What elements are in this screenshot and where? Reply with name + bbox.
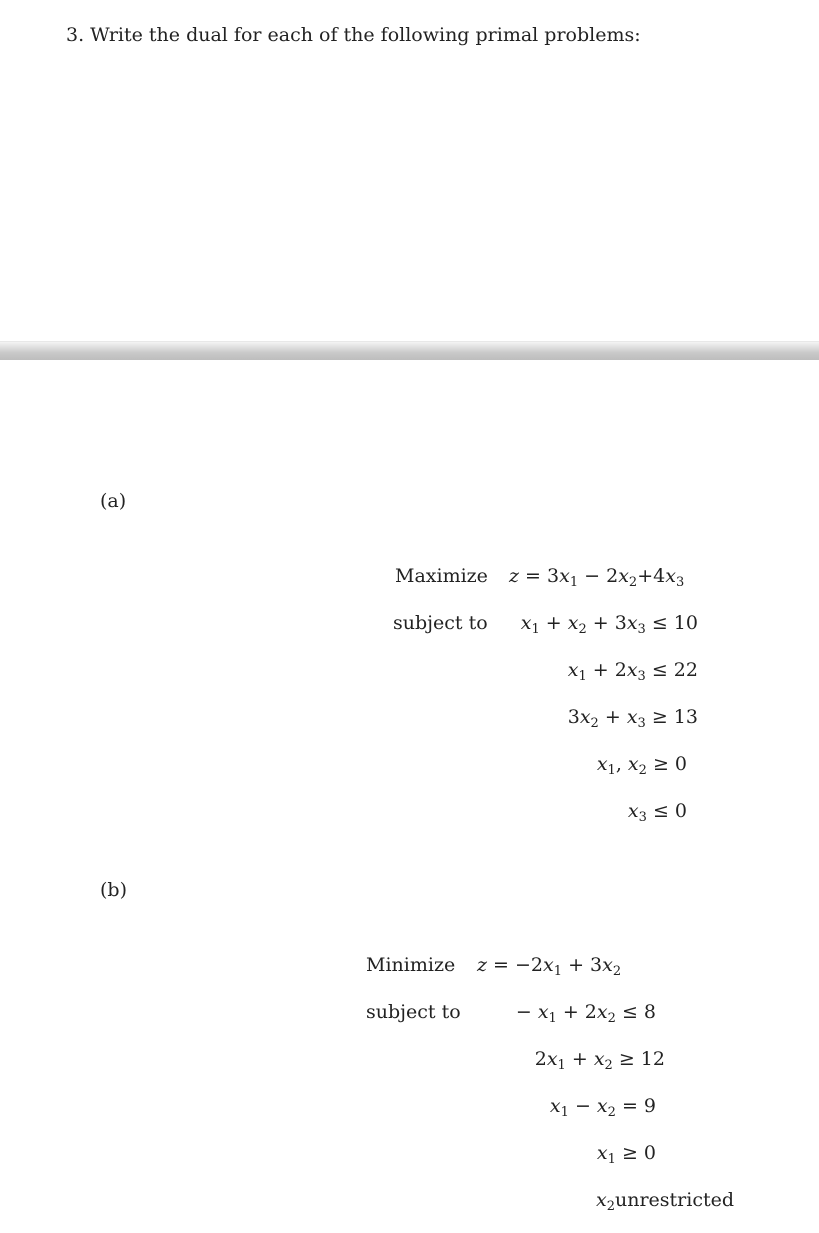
part-a-constraint-1: $x_1 + x_2 + 3x_3 \le 10$ — [520, 612, 698, 637]
problem-heading: 3. Write the dual for each of the following primal problems: — [66, 24, 641, 46]
part-a-constraint-4: $x_1$, $x_2 \ge 0$ — [596, 753, 687, 778]
part-b-constraint-4: $x_1 \ge 0$ — [596, 1142, 656, 1167]
part-b-constraint-1: − $x_1 + 2x_2 \le 8$ — [515, 1001, 656, 1026]
part-b-constraint-5: $x_2unrestricted$ — [596, 1189, 735, 1214]
part-b-constraint-3: $x_1 - x_2 = 9$ — [549, 1095, 656, 1120]
part-a-constraint-word: subject to — [393, 612, 488, 634]
part-b-objective-word: Minimize — [366, 954, 456, 976]
page-divider — [0, 341, 819, 360]
part-a-objective-word: Maximize — [395, 565, 488, 587]
part-a-label: (a) — [100, 490, 127, 512]
part-a-constraint-5: $x_3 \le 0$ — [627, 800, 687, 825]
part-b-constraint-word: subject to — [366, 1001, 461, 1023]
part-b-objective: $z = -2x_1 + 3x_2$ — [477, 954, 622, 979]
part-a-objective: $z = 3x_1 - 2x_2+4x_3$ — [509, 565, 685, 590]
part-a-constraint-3: $3x_2 + x_3 \ge 13$ — [567, 706, 698, 731]
part-a-constraint-2: $x_1 + 2x_3 \le 22$ — [567, 659, 698, 684]
part-b-constraint-2: $2x_1 + x_2 \ge 12$ — [534, 1048, 665, 1073]
part-b-label: (b) — [100, 879, 127, 901]
